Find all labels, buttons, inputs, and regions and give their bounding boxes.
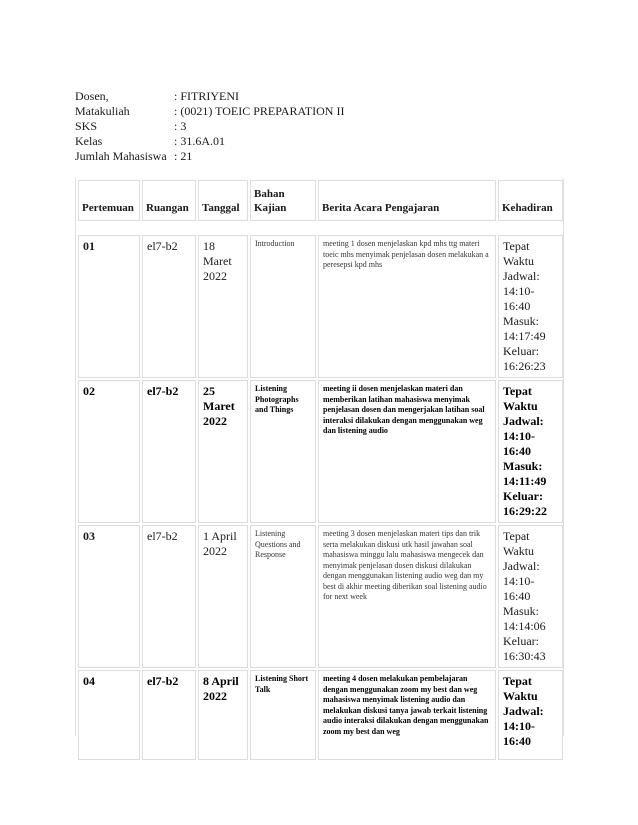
header-kajian-line: Kajian [254, 202, 287, 214]
info-label: Matakuliah [75, 104, 130, 118]
cell-berita-acara: meeting ii dosen menjelaskan materi dan memberikan latihan mahasiswa menyimak penjelasan dosen dan mengerjakan latihan soal interaksi dilakukan dengan menggunakan weg dan listening audio [318, 380, 496, 523]
kehadiran-line: 14:10- [503, 574, 535, 588]
attendance-table [76, 178, 565, 762]
kehadiran-line: 14:10- [503, 284, 535, 298]
header-bahan-line: Bahan [254, 188, 285, 200]
info-value: : FITRIYENI [174, 89, 239, 103]
kehadiran-line: 16:40 [503, 589, 531, 603]
info-row-sks [75, 119, 344, 134]
header-berita-acara: Berita Acara Pengajaran [318, 180, 496, 221]
cell-tanggal: 1 April 2022 [198, 525, 248, 668]
cell-kehadiran [498, 525, 563, 668]
kehadiran-line: Waktu [503, 399, 538, 413]
cell-kehadiran [498, 380, 563, 523]
header-tanggal: Tanggal [198, 180, 248, 221]
kehadiran-line: Tepat [503, 239, 530, 253]
kehadiran-line: 14:14:06 [503, 619, 546, 633]
kehadiran-line: 16:40 [503, 444, 531, 458]
kehadiran-line: Tepat [503, 674, 532, 688]
attendance-table-container [75, 178, 564, 748]
table-spacer [78, 223, 563, 233]
kehadiran-line: Jadwal: [503, 414, 544, 428]
kehadiran-line: Keluar: [503, 634, 539, 648]
info-label: Jumlah Mahasiswa [75, 149, 167, 163]
kehadiran-line: 16:26:23 [503, 359, 546, 373]
cell-pertemuan: 02 [78, 380, 140, 523]
kehadiran-line: 16:30:43 [503, 649, 546, 663]
cell-berita-acara: meeting 3 dosen menjelaskan materi tips dan trik serta melakukan diskusi utk hasil jawahan soal mahasiswa minggu lalu mahasiswa mengecek dan menyimak penjelasan dosen diskusi dilakukan dengan menggunakan listening audio weg dan my best di akhir meeting diberikan soal listening audio for next week [318, 525, 496, 668]
cell-tanggal: 25 Maret 2022 [198, 380, 248, 523]
info-value: : 3 [174, 119, 187, 133]
table-row [78, 380, 563, 523]
kehadiran-line: 14:11:49 [503, 474, 547, 488]
kehadiran-line: Masuk: [503, 459, 543, 473]
kehadiran-line: 16:29:22 [503, 504, 547, 518]
cell-berita-acara: meeting 1 dosen menjelaskan kpd mhs ttg materi toeic mhs menyimak penjelasan dosen melakukan a peresepsi kpd mhs [318, 235, 496, 378]
info-value: : (0021) TOEIC PREPARATION II [174, 104, 345, 118]
kehadiran-line: Jadwal: [503, 559, 540, 573]
cell-kehadiran [498, 235, 563, 378]
kehadiran-line: Jadwal: [503, 704, 544, 718]
kehadiran-line: Tepat [503, 529, 530, 543]
cell-ruangan: el7-b2 [142, 525, 196, 668]
cell-kehadiran [498, 670, 563, 760]
kehadiran-line: 14:10- [503, 719, 535, 733]
cell-berita-acara: meeting 4 dosen melakukan pembelajaran dengan menggunakan zoom my best dan weg mahasiswa menyimak listening audio dan melakukan diskusi tanya jawab terkait listening audio interaksi dilakukan dengan menggunakan zoom my best dan weg [318, 670, 496, 760]
kehadiran-line: 14:10- [503, 429, 535, 443]
table-row [78, 525, 563, 668]
kehadiran-line: Jadwal: [503, 269, 540, 283]
kehadiran-line: Masuk: [503, 314, 539, 328]
header-kehadiran: Kehadiran [498, 180, 563, 221]
cell-pertemuan: 04 [78, 670, 140, 760]
kehadiran-line: Keluar: [503, 489, 543, 503]
table-header-row [78, 180, 563, 221]
cell-bahan-kajian: Introduction [250, 235, 316, 378]
table-row [78, 235, 563, 378]
header-pertemuan: Pertemuan [78, 180, 140, 221]
info-label: Dosen, [75, 89, 109, 103]
info-row-matakuliah [75, 104, 344, 119]
cell-pertemuan: 01 [78, 235, 140, 378]
kehadiran-line: Waktu [503, 544, 535, 558]
info-value: : 31.6A.01 [174, 134, 225, 148]
table-row [78, 670, 563, 760]
kehadiran-line: Waktu [503, 254, 535, 268]
cell-ruangan: el7-b2 [142, 380, 196, 523]
cell-ruangan: el7-b2 [142, 235, 196, 378]
kehadiran-line: Keluar: [503, 344, 539, 358]
kehadiran-line: Waktu [503, 689, 538, 703]
cell-bahan-kajian: Listening Questions and Response [250, 525, 316, 668]
cell-tanggal: 8 April 2022 [198, 670, 248, 760]
cell-ruangan: el7-b2 [142, 670, 196, 760]
info-label: Kelas [75, 134, 103, 148]
kehadiran-line: 14:17:49 [503, 329, 546, 343]
info-value: : 21 [174, 149, 193, 163]
cell-bahan-kajian: Listening Short Talk [250, 670, 316, 760]
info-row-dosen [75, 89, 344, 104]
header-ruangan: Ruangan [142, 180, 196, 221]
header-bahan-kajian [250, 180, 316, 221]
kehadiran-line: 16:40 [503, 734, 531, 748]
info-row-jumlah-mahasiswa [75, 149, 344, 164]
course-info [75, 89, 344, 164]
kehadiran-line: Tepat [503, 384, 532, 398]
cell-tanggal: 18 Maret 2022 [198, 235, 248, 378]
kehadiran-line: 16:40 [503, 299, 531, 313]
cell-bahan-kajian: Listening Photographs and Things [250, 380, 316, 523]
info-row-kelas [75, 134, 344, 149]
cell-pertemuan: 03 [78, 525, 140, 668]
info-label: SKS [75, 119, 98, 133]
kehadiran-line: Masuk: [503, 604, 539, 618]
